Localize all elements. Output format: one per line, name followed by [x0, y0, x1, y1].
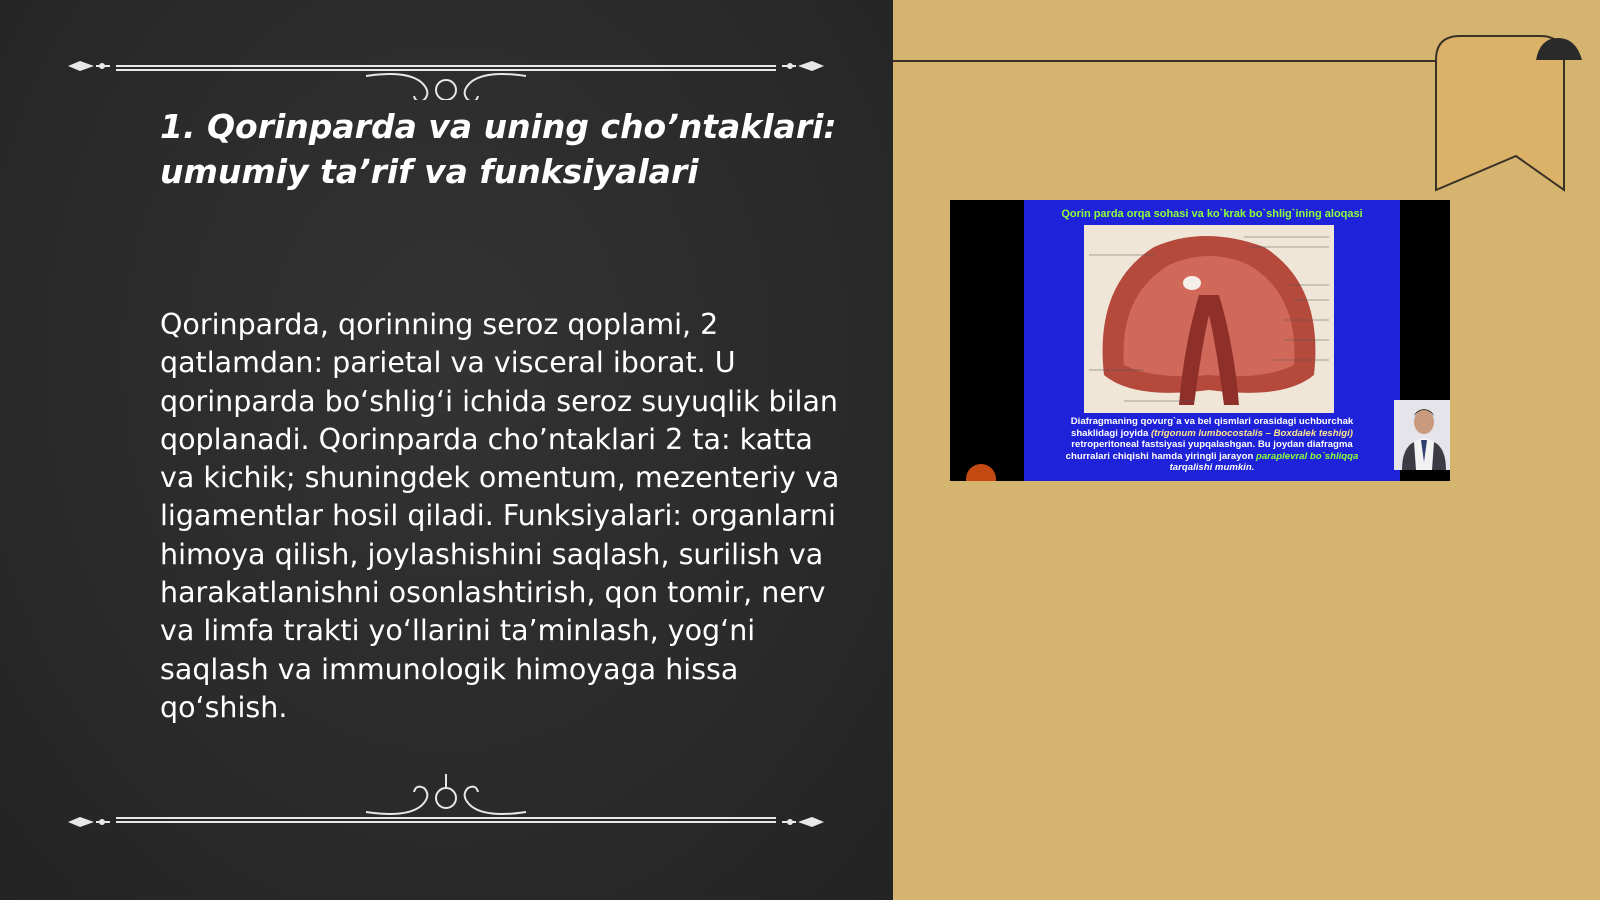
caption-line-1: Diafragmaning qovurg`a va bel qismlari orasidagi uchburchak [1070, 416, 1354, 427]
caption-line-2a: shaklidagi joyida [1070, 427, 1149, 439]
presenter-avatar-icon [1394, 400, 1450, 470]
top-ornament-divider [66, 40, 826, 100]
embedded-slide-caption [1042, 416, 1382, 474]
presenter-thumbnail [1394, 400, 1450, 470]
slide-body-text: Qorinparda, qorinning seroz qoplami, 2 qatlamdan: parietal va visceral iborat. U qorinparda bo‘shlig‘i ichida seroz suyuqlik bilan qoplanadi. Qorinparda cho’ntaklari 2 ta: katta va kichik; shuningdek omentum, mezenteriy va ligamentlar hosil qiladi. Funksiyalari: organlarni himoya qilish, joylashishini saqlash, surilish va harakatlanishni osonlashtirish, qon tomir, nerv va limfa trakti yo‘llarini ta’minlash, yog‘ni saqlash va immunologik himoyaga hissa qo‘shish. [160, 308, 840, 724]
laser-pointer-dot [966, 464, 996, 481]
slide-title [160, 104, 840, 194]
caption-line-3: retroperitoneal fastsiyasi yupqalashgan. Bu joydan diafragma [1071, 439, 1353, 450]
caption-highlight-term: paraplevral bo`shliqqa [1255, 450, 1359, 462]
bottom-ornament-divider [66, 770, 826, 830]
title-line-2: umumiy ta’rif va funksiyalari [160, 152, 699, 191]
diaphragm-illustration-icon [1084, 225, 1334, 413]
caption-line-5: tarqalishi mumkin. [1169, 462, 1255, 473]
embedded-slide-image [950, 200, 1450, 481]
anatomy-figure [1084, 225, 1334, 413]
title-line-1: 1. Qorinparda va uning cho’ntaklari: [160, 107, 837, 146]
embedded-slide [1024, 200, 1400, 481]
caption-latin-term: (trigonum lumbocostalis – Boxdalek teshigi) [1150, 427, 1353, 439]
embedded-slide-heading: Qorin parda orqa sohasi va ko`krak bo`shlig`ining aloqasi [1061, 208, 1363, 220]
caption-line-4a: churralari chiqishi hamda yiringli jarayon [1065, 450, 1254, 462]
top-divider-line [893, 60, 1453, 62]
bookmark-ribbon-icon [1432, 30, 1592, 200]
